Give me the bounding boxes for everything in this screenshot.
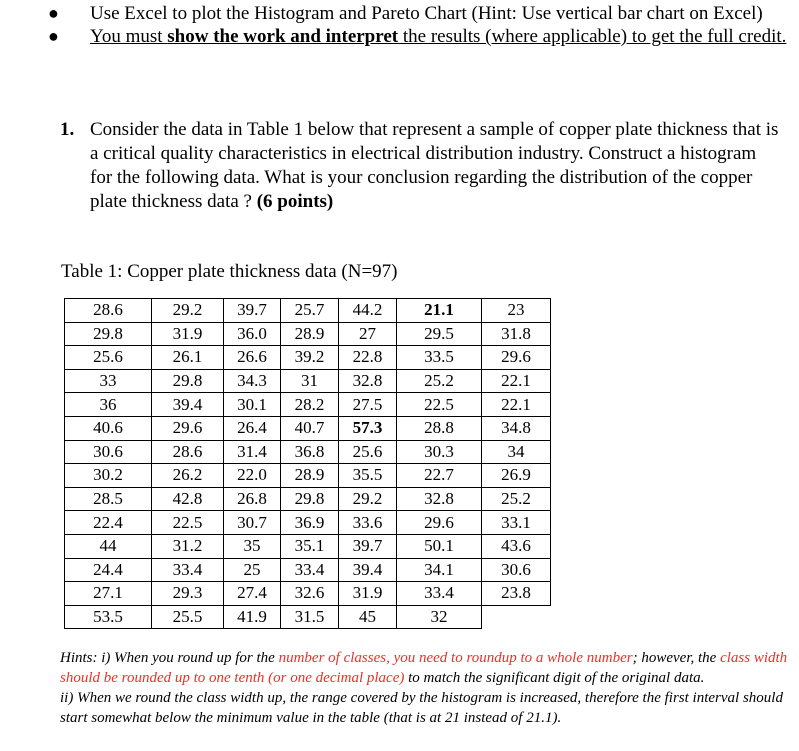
table-row <box>65 440 551 464</box>
table-cell: 29.6 <box>152 416 224 440</box>
table-cell: 33 <box>65 369 152 393</box>
table-cell: 29.8 <box>65 322 152 346</box>
hints <box>60 648 790 728</box>
table-cell: 50.1 <box>397 534 482 558</box>
table-row <box>65 534 551 558</box>
table-cell: 31.4 <box>224 440 281 464</box>
table-cell: 34.3 <box>224 369 281 393</box>
table-cell: 26.2 <box>152 464 224 488</box>
table-cell: 22.7 <box>397 464 482 488</box>
table-cell: 43.6 <box>482 534 551 558</box>
question-points: (6 points) <box>251 191 334 212</box>
question-1 <box>60 118 780 214</box>
table-cell: 42.8 <box>152 487 224 511</box>
instruction-list <box>48 2 788 48</box>
table-cell: 57.3 <box>339 416 397 440</box>
instruction-emphasis: show the work and interpret <box>167 26 399 47</box>
hint-text: to match the significant digit of the original data. <box>404 670 705 686</box>
table-cell: 32.8 <box>397 487 482 511</box>
table-cell: 22.1 <box>482 369 551 393</box>
table-cell: 26.1 <box>152 346 224 370</box>
table-row <box>65 299 551 323</box>
table-cell: 34.8 <box>482 416 551 440</box>
table-cell: 29.6 <box>482 346 551 370</box>
table-cell: 34 <box>482 440 551 464</box>
table-cell: 31 <box>281 369 339 393</box>
table-cell: 39.4 <box>339 558 397 582</box>
table-row <box>65 416 551 440</box>
table-cell: 36.8 <box>281 440 339 464</box>
table-cell: 26.9 <box>482 464 551 488</box>
table-cell: 53.5 <box>65 605 152 629</box>
table-cell: 29.8 <box>281 487 339 511</box>
table-cell: 30.1 <box>224 393 281 417</box>
table-cell: 27.4 <box>224 582 281 606</box>
table-cell: 25.6 <box>339 440 397 464</box>
hint-1 <box>60 648 790 688</box>
table-cell: 27.5 <box>339 393 397 417</box>
table-cell: 36.9 <box>281 511 339 535</box>
table-cell: 28.8 <box>397 416 482 440</box>
table-cell: 30.6 <box>482 558 551 582</box>
table-cell: 44.2 <box>339 299 397 323</box>
table-cell: 31.9 <box>339 582 397 606</box>
table-cell: 25 <box>224 558 281 582</box>
table-cell: 29.2 <box>339 487 397 511</box>
table-cell: 22.8 <box>339 346 397 370</box>
table-cell: 25.2 <box>482 487 551 511</box>
table-cell: 31.8 <box>482 322 551 346</box>
table-cell: 36.0 <box>224 322 281 346</box>
table-row <box>65 369 551 393</box>
table-cell: 27.1 <box>65 582 152 606</box>
table-row <box>65 605 551 629</box>
table-cell: 29.3 <box>152 582 224 606</box>
table-cell: 29.5 <box>397 322 482 346</box>
instruction-text-part: the results (where applicable) to get the full credit. <box>398 26 787 47</box>
table-cell: 28.6 <box>65 299 152 323</box>
table-cell: 34.1 <box>397 558 482 582</box>
table-cell: 31.5 <box>281 605 339 629</box>
table-cell: 33.4 <box>281 558 339 582</box>
table-row <box>65 487 551 511</box>
table-cell: 23.8 <box>482 582 551 606</box>
table-cell: 39.7 <box>339 534 397 558</box>
table-cell: 29.2 <box>152 299 224 323</box>
table-cell: 26.8 <box>224 487 281 511</box>
table-cell: 26.6 <box>224 346 281 370</box>
hint-highlight: class width should be rounded up to one tenth (or one decimal place) <box>60 650 788 686</box>
table-cell: 32.8 <box>339 369 397 393</box>
instruction-item <box>48 25 788 48</box>
table-cell: 39.2 <box>281 346 339 370</box>
table-row <box>65 558 551 582</box>
table-cell: 25.6 <box>65 346 152 370</box>
hint-2: ii) When we round the class width up, the range covered by the histogram is increased, therefore the first interval should start somewhat below the minimum value in the table (that is at 21 instead of 21.1). <box>60 690 783 726</box>
thickness-table <box>64 298 551 629</box>
table-cell: 25.7 <box>281 299 339 323</box>
table-cell: 39.4 <box>152 393 224 417</box>
instruction-text-part: You must <box>90 26 168 47</box>
table-cell: 33.4 <box>152 558 224 582</box>
table-cell: 24.4 <box>65 558 152 582</box>
table-cell: 22.1 <box>482 393 551 417</box>
table-row <box>65 582 551 606</box>
table-cell: 21.1 <box>397 299 482 323</box>
table-cell: 26.4 <box>224 416 281 440</box>
table-cell: 30.6 <box>65 440 152 464</box>
instruction-text: Use Excel to plot the Histogram and Pareto Chart (Hint: Use vertical bar chart on Excel) <box>90 3 763 24</box>
table-cell: 28.2 <box>281 393 339 417</box>
table-caption: Table 1: Copper plate thickness data (N=97) <box>61 261 398 282</box>
table-cell: 33.5 <box>397 346 482 370</box>
question-text <box>90 118 780 214</box>
table-cell: 30.2 <box>65 464 152 488</box>
table-cell: 25.2 <box>397 369 482 393</box>
table-cell: 35 <box>224 534 281 558</box>
table-cell: 28.9 <box>281 322 339 346</box>
table-cell: 28.6 <box>152 440 224 464</box>
table-row <box>65 393 551 417</box>
table-cell: 32 <box>397 605 482 629</box>
question-number: 1. <box>60 119 75 140</box>
table-cell: 22.5 <box>397 393 482 417</box>
table-cell: 31.9 <box>152 322 224 346</box>
table-cell: 31.2 <box>152 534 224 558</box>
hint-text: Hints: i) When you round up for the <box>60 650 279 666</box>
bullet-icon: ● <box>48 26 59 46</box>
table-cell: 30.7 <box>224 511 281 535</box>
hint-highlight: number of classes, you need to roundup to a whole number <box>278 650 633 666</box>
table-cell: 35.1 <box>281 534 339 558</box>
table-cell: 27 <box>339 322 397 346</box>
table-cell: 41.9 <box>224 605 281 629</box>
question-body: Consider the data in Table 1 below that represent a sample of copper plate thickness that is a critical quality characteristics in electrical distribution industry. Construct a histogram for the following data. What is your conclusion regarding the distribution of the copper plate thickness data ? <box>90 119 779 212</box>
table-cell: 33.4 <box>397 582 482 606</box>
table-cell: 22.0 <box>224 464 281 488</box>
table-cell: 23 <box>482 299 551 323</box>
table-cell: 39.7 <box>224 299 281 323</box>
table-cell: 35.5 <box>339 464 397 488</box>
table-row <box>65 464 551 488</box>
table-cell: 25.5 <box>152 605 224 629</box>
table-cell: 29.6 <box>397 511 482 535</box>
table-cell: 36 <box>65 393 152 417</box>
instruction-item <box>48 2 788 25</box>
instruction-text <box>90 25 788 48</box>
table-row <box>65 511 551 535</box>
table-cell: 28.5 <box>65 487 152 511</box>
table-cell: 40.7 <box>281 416 339 440</box>
table-cell: 30.3 <box>397 440 482 464</box>
table-cell: 32.6 <box>281 582 339 606</box>
hint-text: ; however, the <box>632 650 721 666</box>
table-cell: 33.1 <box>482 511 551 535</box>
table-row <box>65 346 551 370</box>
table-cell: 29.8 <box>152 369 224 393</box>
table-cell: 40.6 <box>65 416 152 440</box>
table-cell: 22.4 <box>65 511 152 535</box>
table-cell: 45 <box>339 605 397 629</box>
table-cell: 28.9 <box>281 464 339 488</box>
table-cell: 33.6 <box>339 511 397 535</box>
table-row <box>65 322 551 346</box>
table-cell <box>482 605 551 629</box>
bullet-icon: ● <box>48 3 59 23</box>
table-cell: 22.5 <box>152 511 224 535</box>
table-cell: 44 <box>65 534 152 558</box>
